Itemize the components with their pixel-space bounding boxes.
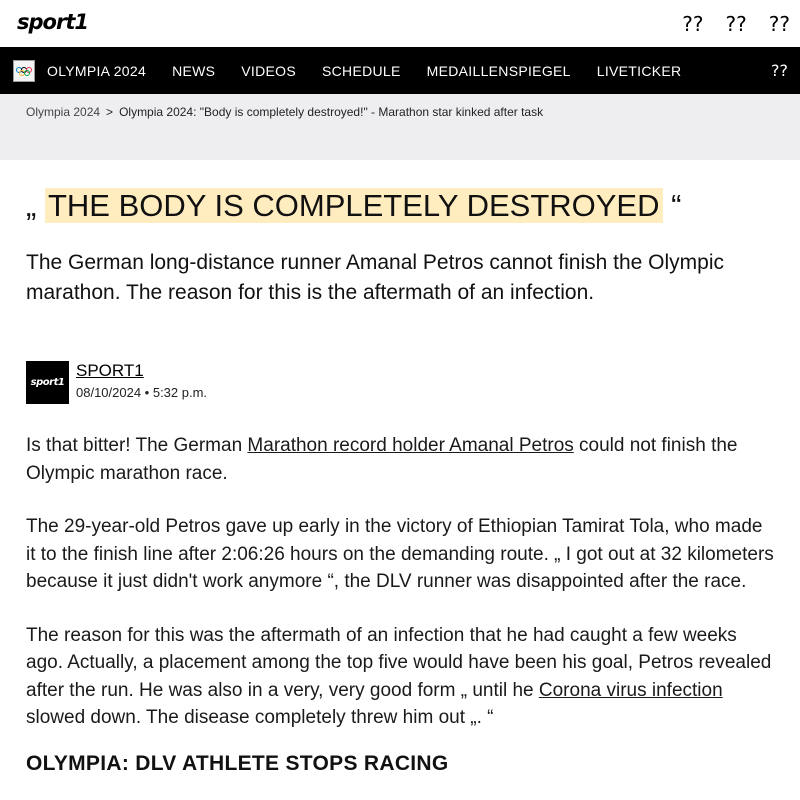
sport1-logo[interactable]: sport1: [17, 10, 88, 34]
article-lead: The German long-distance runner Amanal Petros cannot finish the Olympic marathon. The reason for this is the aftermath of an infection.: [26, 251, 725, 304]
search-icon[interactable]: ??: [682, 12, 704, 36]
top-bar: [0, 0, 800, 47]
nav-item-medaillenspiegel[interactable]: MEDAILLENSPIEGEL: [426, 62, 571, 79]
top-icons: [682, 12, 790, 36]
headline-text: THE BODY IS COMPLETELY DESTROYED: [45, 188, 663, 223]
author-avatar[interactable]: sport1: [26, 361, 69, 404]
main-nav: [0, 47, 800, 94]
author-name-link[interactable]: SPORT1: [76, 361, 144, 380]
paragraph-3-text-before: The reason for this was the aftermath of an infection that he had caught a few weeks ago. Actually, a placement among the top five would have been his goal, Petros revealed after the run. He was also in a very, very good form „ until he: [26, 624, 772, 701]
paragraph-1: [26, 432, 774, 487]
section-subheading: OLYMPIA: DLV ATHLETE STOPS RACING: [26, 751, 449, 775]
author-info: [76, 361, 207, 400]
breadcrumb-parent-link[interactable]: Olympia 2024: [26, 105, 101, 119]
article-body: [26, 432, 774, 777]
petros-record-link[interactable]: Marathon record holder Amanal Petros: [247, 435, 574, 456]
paragraph-3: [26, 622, 774, 732]
paragraph-1-text-before: Is that bitter! The German: [26, 435, 248, 456]
corona-infection-link[interactable]: Corona virus infection: [538, 679, 723, 701]
breadcrumb-area: [0, 94, 800, 160]
breadcrumb-current: Olympia 2024: "Body is completely destroyed!" - Marathon star kinked after task: [119, 105, 544, 119]
breadcrumb: [26, 105, 774, 119]
breadcrumb-separator: >: [106, 105, 114, 119]
nav-item-liveticker[interactable]: LIVETICKER: [596, 62, 682, 79]
nav-item-schedule[interactable]: SCHEDULE: [322, 62, 401, 79]
menu-icon[interactable]: ??: [768, 12, 790, 36]
paragraph-1-text-after: could not finish the Olympic marathon race.: [26, 435, 738, 484]
article: [0, 186, 800, 777]
publish-date: 08/10/2024 • 5:32 p.m.: [76, 385, 208, 400]
nav-item-olympia-2024[interactable]: OLYMPIA 2024: [47, 62, 147, 79]
paragraph-2: The 29-year-old Petros gave up early in the victory of Ethiopian Tamirat Tola, who made it to the finish line after 2:06:26 hours on the demanding route. „ I got out at 32 kilometers because it just didn't work anymore “, the DLV runner was disappointed after the race.: [26, 516, 774, 592]
author-block: [26, 361, 774, 404]
headline-open-quote: „: [26, 188, 37, 223]
paragraph-3-text-after: slowed down. The disease completely threw him out „. “: [26, 707, 494, 728]
article-headline: [26, 186, 774, 226]
account-icon[interactable]: ??: [725, 12, 747, 36]
nav-more-icon[interactable]: ??: [771, 61, 788, 80]
nav-items: [47, 47, 681, 94]
nav-item-videos[interactable]: VIDEOS: [241, 62, 296, 79]
nav-item-news[interactable]: NEWS: [172, 62, 216, 79]
olympic-rings-icon[interactable]: [13, 60, 35, 82]
headline-close-quote: “: [671, 188, 682, 223]
